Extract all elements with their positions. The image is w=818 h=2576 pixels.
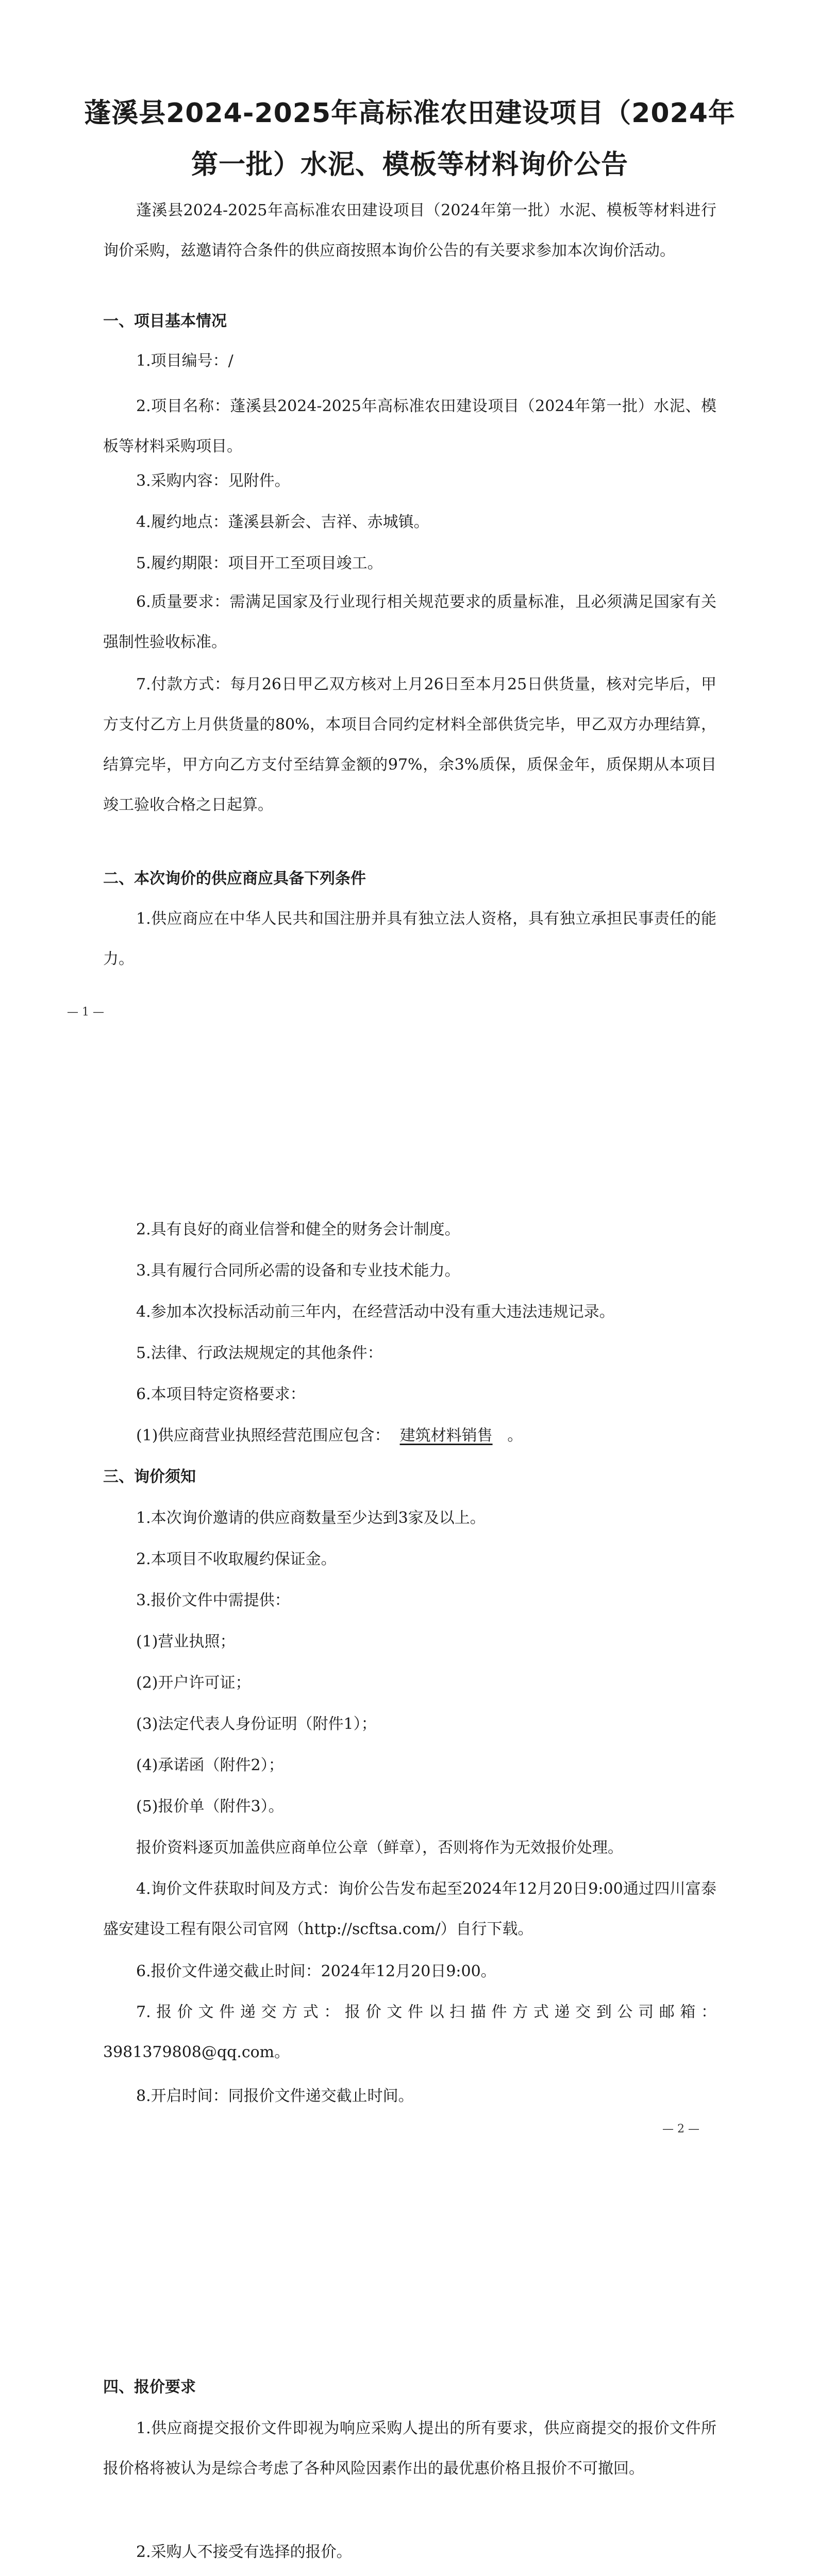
s1-item-4: 4.履约地点：蓬溪县新会、吉祥、赤城镇。 bbox=[136, 513, 429, 531]
section-4-heading: 四、报价要求 bbox=[103, 2378, 196, 2396]
s3-doc-3: (3)法定代表人身份证明（附件1）； bbox=[136, 1715, 377, 1733]
page-number-2: — 2 — bbox=[662, 2123, 699, 2136]
s3-item-1: 1.本次询价邀请的供应商数量至少达到3家及以上。 bbox=[136, 1509, 486, 1527]
s3-doc-4: (4)承诺函（附件2）； bbox=[136, 1756, 284, 1774]
section-2-heading: 二、本次询价的供应商应具备下列条件 bbox=[103, 870, 366, 888]
section-1-heading: 一、项目基本情况 bbox=[103, 312, 227, 330]
s3-item-2: 2.本项目不收取履约保证金。 bbox=[136, 1550, 337, 1568]
s2-item-6-sub-value: 建筑材料销售 bbox=[399, 1427, 493, 1445]
s3-item-4: 4.询价文件获取时间及方式：询价公告发布起至2024年12月20日9:00通过四川富泰盛安建设工程有限公司官网（http://scftsa.com/）自行下载。 bbox=[103, 1880, 716, 1938]
s3-doc-1: (1)营业执照； bbox=[136, 1633, 236, 1651]
s1-item-2: 2.项目名称：蓬溪县2024-2025年高标准农田建设项目（2024年第一批）水泥、模板等材料采购项目。 bbox=[103, 397, 716, 455]
page-1 bbox=[0, 0, 818, 1157]
s2-item-3: 3.具有履行合同所必需的设备和专业技术能力。 bbox=[136, 1262, 460, 1280]
s2-item-6: 6.本项目特定资格要求： bbox=[136, 1385, 306, 1403]
s3-item-7: 7.报价文件递交方式：报价文件以扫描件方式递交到公司邮箱：3981379808@qq.com。 bbox=[103, 2003, 716, 2061]
s2-item-1: 1.供应商应在中华人民共和国注册并具有独立法人资格，具有独立承担民事责任的能力。 bbox=[103, 910, 716, 968]
s1-item-5: 5.履约期限：项目开工至项目竣工。 bbox=[136, 554, 383, 572]
s2-item-2: 2.具有良好的商业信誉和健全的财务会计制度。 bbox=[136, 1221, 460, 1239]
s1-item-1: 1.项目编号：/ bbox=[136, 352, 233, 370]
intro-paragraph: 蓬溪县2024-2025年高标准农田建设项目（2024年第一批）水泥、模板等材料进行询价采购，兹邀请符合条件的供应商按照本询价公告的有关要求参加本次询价活动。 bbox=[103, 201, 716, 260]
s3-seal-note: 报价资料逐页加盖供应商单位公章（鲜章），否则将作为无效报价处理。 bbox=[136, 1839, 623, 1857]
section-3-heading: 三、询价须知 bbox=[103, 1468, 196, 1486]
s4-item-1: 1.供应商提交报价文件即视为响应采购人提出的所有要求，供应商提交的报价文件所报价格将被认为是综合考虑了各种风险因素作出的最优惠价格且报价不可撤回。 bbox=[103, 2419, 716, 2478]
s3-item-3: 3.报价文件中需提供： bbox=[136, 1591, 290, 1609]
s3-doc-2: (2)开户许可证； bbox=[136, 1674, 251, 1692]
s2-item-5: 5.法律、行政法规规定的其他条件： bbox=[136, 1344, 383, 1362]
document-title: 蓬溪县2024-2025年高标准农田建设项目（2024年第一批）水泥、模板等材料询价公告 bbox=[84, 98, 736, 180]
s2-item-6-sub-prefix: (1)供应商营业执照经营范围应包含： bbox=[136, 1427, 390, 1445]
page-2 bbox=[0, 1157, 818, 2313]
s3-doc-5: (5)报价单（附件3）。 bbox=[136, 1798, 284, 1816]
s3-item-6: 6.报价文件递交截止时间：2024年12月20日9:00。 bbox=[136, 1962, 496, 1980]
s3-item-8: 8.开启时间：同报价文件递交截止时间。 bbox=[136, 2087, 414, 2105]
page-3 bbox=[0, 2313, 818, 2576]
s1-item-6: 6.质量要求：需满足国家及行业现行相关规范要求的质量标准，且必须满足国家有关强制性验收标准。 bbox=[103, 593, 716, 651]
s2-item-6-sub bbox=[103, 1423, 716, 1448]
s1-item-7: 7.付款方式：每月26日甲乙双方核对上月26日至本月25日供货量，核对完毕后，甲方支付乙方上月供货量的80%，本项目合同约定材料全部供货完毕，甲乙双方办理结算，结算完毕，甲方向乙方支付至结算金额的97%，余3%质保，质保金年，质保期从本项目竣工验收合格之日起算。 bbox=[103, 675, 716, 814]
s1-item-3: 3.采购内容：见附件。 bbox=[136, 472, 290, 490]
s4-item-2: 2.采购人不接受有选择的报价。 bbox=[136, 2543, 352, 2561]
page-number-1: — 1 — bbox=[67, 1006, 104, 1019]
s2-item-6-sub-suffix: 。 bbox=[507, 1427, 523, 1445]
s2-item-4: 4.参加本次投标活动前三年内，在经营活动中没有重大违法违规记录。 bbox=[136, 1303, 615, 1321]
